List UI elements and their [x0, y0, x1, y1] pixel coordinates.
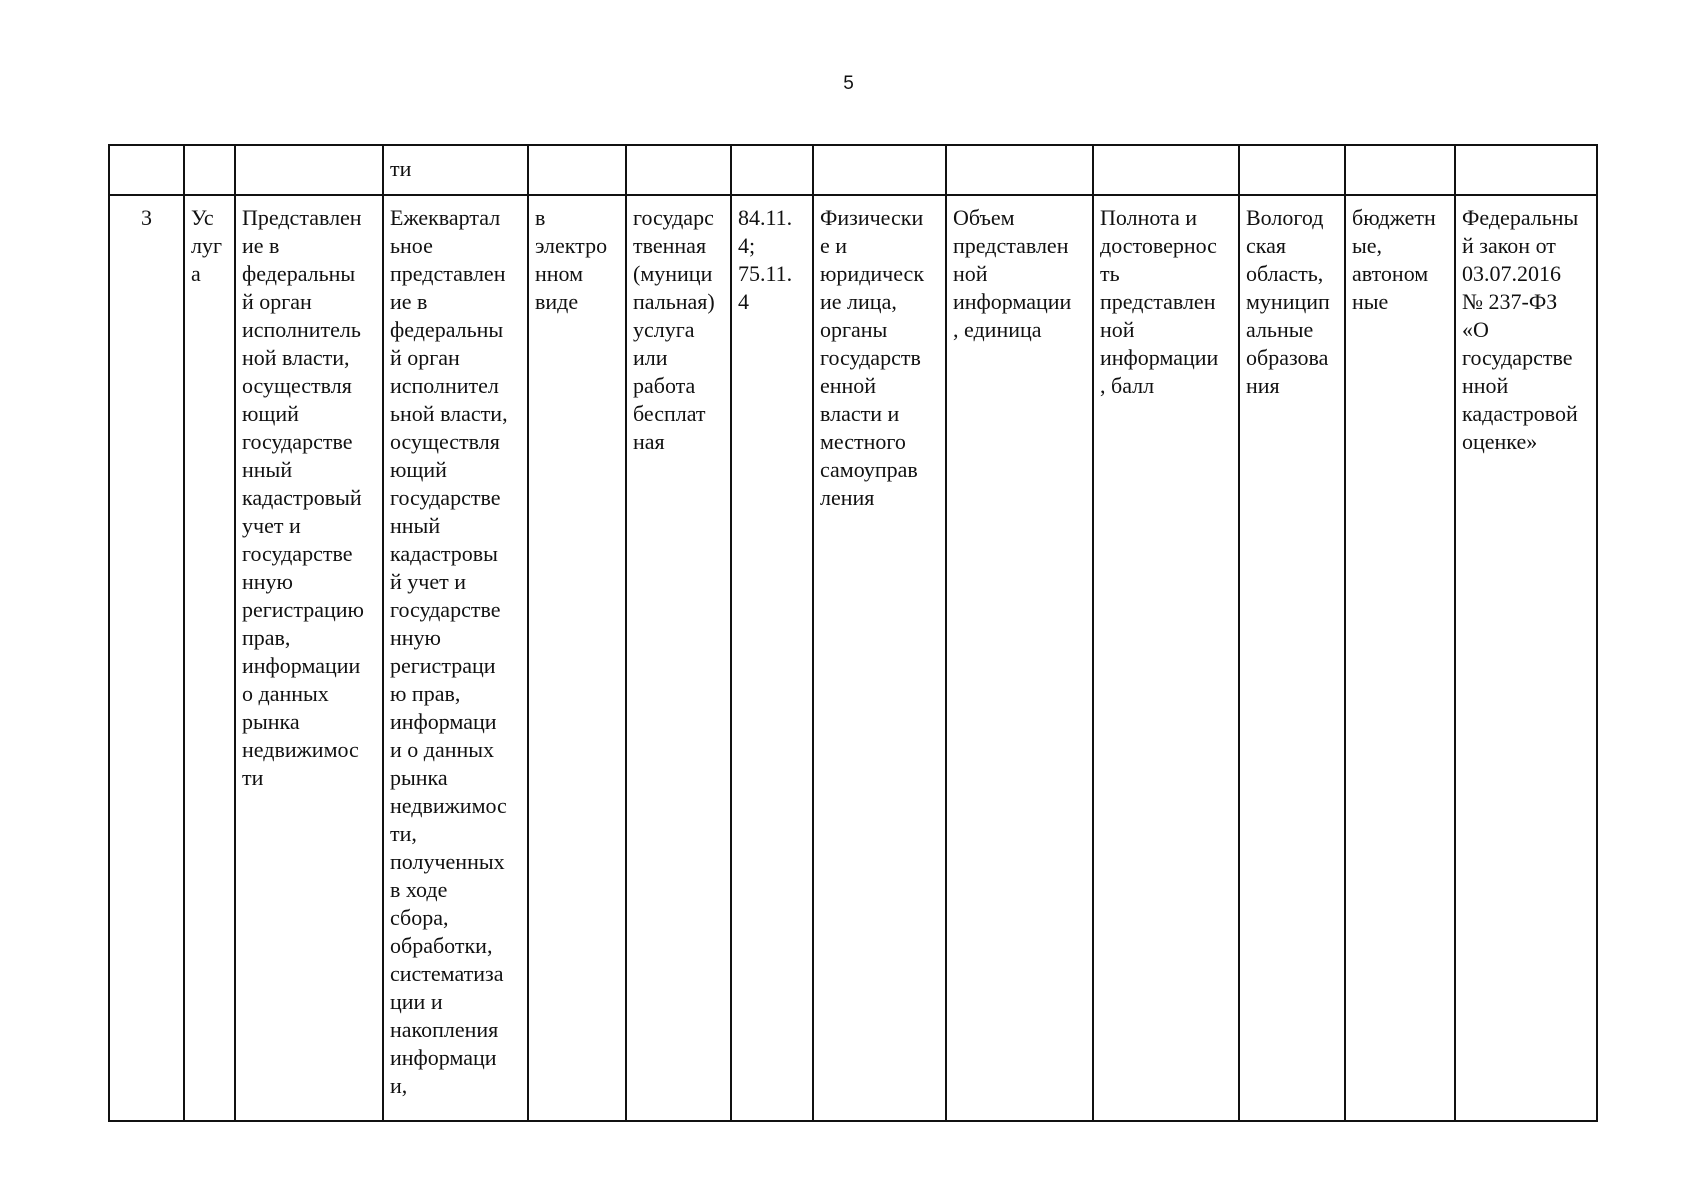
cell-consumers: Физически е и юридическ ие лица, органы государств енной власти и местного самоуправ ления	[813, 195, 946, 1121]
cell-institutions: бюджетн ые, автоном ные	[1345, 195, 1455, 1121]
cont-cell-name	[235, 145, 383, 195]
cont-cell-okved	[731, 145, 813, 195]
cell-form: в электро нном виде	[528, 195, 626, 1121]
cell-row-number: 3	[109, 195, 184, 1121]
cell-quality-indicator: Полнота и достовернос ть представлен ной информации , балл	[1093, 195, 1239, 1121]
cell-okved: 84.11. 4; 75.11. 4	[731, 195, 813, 1121]
cont-cell-content: ти	[383, 145, 528, 195]
cont-cell-type	[184, 145, 235, 195]
table-row	[109, 195, 1597, 1121]
cell-service-content: Ежеквартал ьное представлен ие в федеральны й орган исполнител ьной власти, осуществля ющий государстве нный кадастровы й учет и государстве нную регистраци ю прав, информаци и о данных рынка недвижимос ти, полученных в ходе сбора, обработки, систематиза ции и накопления информаци и,	[383, 195, 528, 1121]
cont-cell-form	[528, 145, 626, 195]
page-number: 5	[843, 73, 854, 94]
registry-table	[108, 144, 1598, 1122]
cont-cell-legal	[1455, 145, 1597, 195]
cont-cell-consumers	[813, 145, 946, 195]
cont-cell-kind	[626, 145, 731, 195]
cell-kind: государс твенная (муници пальная) услуга или работа бесплат ная	[626, 195, 731, 1121]
cont-cell-quality	[1093, 145, 1239, 195]
cell-legal-basis: Федеральны й закон от 03.07.2016 № 237-ФЗ «О государстве нной кадастровой оценке»	[1455, 195, 1597, 1121]
cell-territory: Вологод ская область, муницип альные образова ния	[1239, 195, 1345, 1121]
cell-type: Ус луг а	[184, 195, 235, 1121]
cell-volume-indicator: Объем представлен ной информации , единица	[946, 195, 1093, 1121]
continuation-row	[109, 145, 1597, 195]
cont-cell-number	[109, 145, 184, 195]
cell-service-name: Представлен ие в федеральны й орган исполнитель ной власти, осуществля ющий государстве нный кадастровый учет и государстве нную регистрацию прав, информации о данных рынка недвижимос ти	[235, 195, 383, 1121]
cont-cell-territory	[1239, 145, 1345, 195]
cont-cell-volume	[946, 145, 1093, 195]
cont-cell-institutions	[1345, 145, 1455, 195]
